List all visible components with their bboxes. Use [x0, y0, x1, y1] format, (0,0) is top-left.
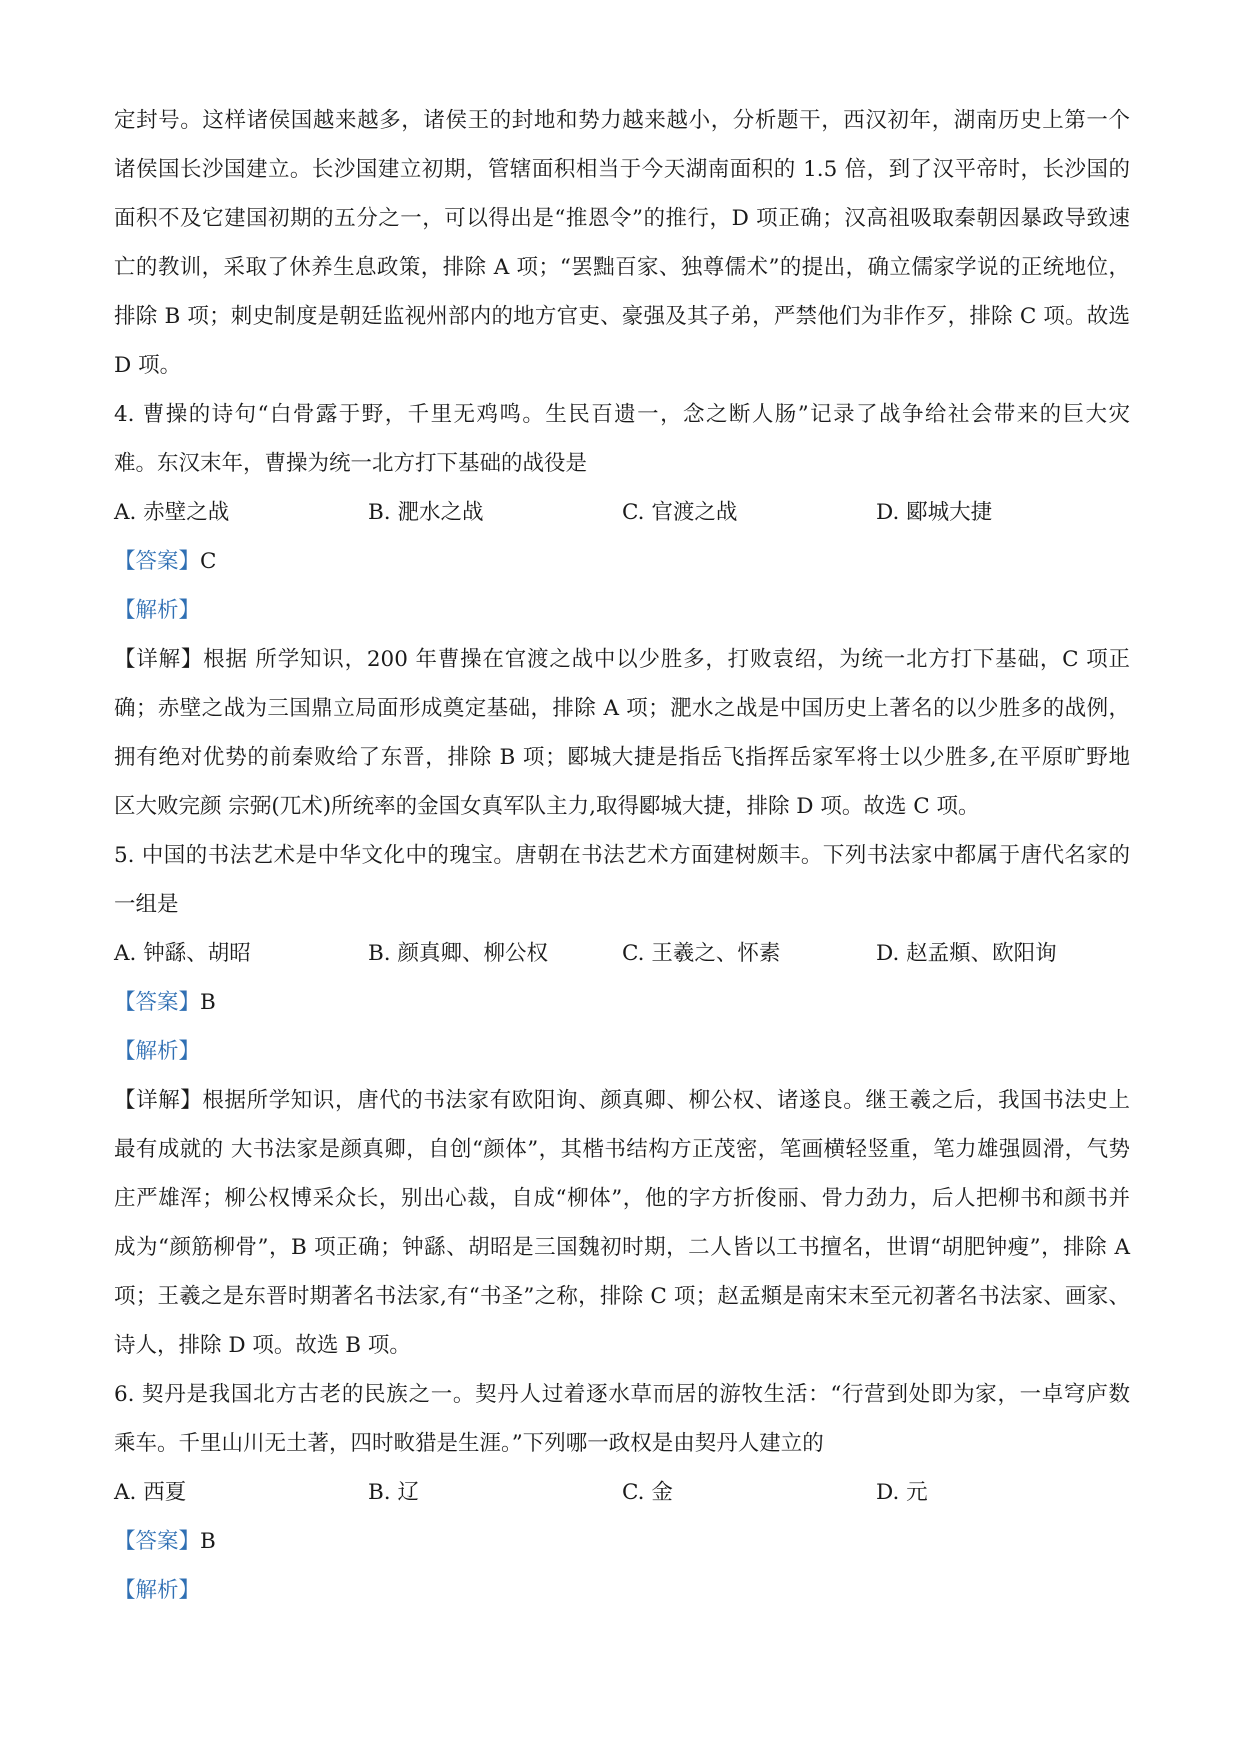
text-line: 4. 曹操的诗句“白骨露于野，千里无鸡鸣。生民百遗一，念之断人肠”记录了战争给社会带来的巨大灾: [114, 402, 1130, 427]
text-line: 亡的教训，采取了休养生息政策，排除 A 项；“罢黜百家、独尊儒术”的提出，确立儒家学说的正统地位，: [114, 255, 1130, 280]
text-line: 定封号。这样诸侯国越来越多，诸侯王的封地和势力越来越小，分析题干，西汉初年，湖南历史上第一个: [114, 108, 1130, 133]
option-a: A. 钟繇、胡昭: [114, 941, 251, 966]
option-d: D. 郾城大捷: [876, 500, 993, 525]
answer-value: B: [200, 1529, 216, 1554]
text-line: 一组是: [114, 892, 179, 917]
text-line: 面积不及它建国初期的五分之一，可以得出是“推恩令”的推行，D 项正确；汉高祖吸取秦朝因暴政导致速: [114, 206, 1130, 231]
option-d: D. 元: [876, 1480, 928, 1505]
option-b: B. 淝水之战: [368, 500, 484, 525]
text-line: 最有成就的 大书法家是颜真卿，自创“颜体”，其楷书结构方正茂密，笔画横轻竖重，笔力雄强圆滑，气势: [114, 1137, 1130, 1162]
text-line: 【详解】根据所学知识，唐代的书法家有欧阳询、颜真卿、柳公权、诸遂良。继王羲之后，我国书法史上: [114, 1088, 1130, 1113]
option-c: C. 金: [622, 1480, 673, 1505]
text-line: 庄严雄浑；柳公权博采众长，别出心裁，自成“柳体”，他的字方折俊丽、骨力劲力，后人把柳书和颜书并: [114, 1186, 1130, 1211]
text-line: 诗人，排除 D 项。故选 B 项。: [114, 1333, 411, 1358]
option-a: A. 赤壁之战: [114, 500, 230, 525]
text-line: 拥有绝对优势的前秦败给了东晋，排除 B 项；郾城大捷是指岳飞指挥岳家军将士以少胜多,在平原旷野地: [114, 745, 1130, 770]
document-page: [114, 96, 1130, 1615]
text-line: 排除 B 项；刺史制度是朝廷监视州部内的地方官吏、豪强及其子弟，严禁他们为非作歹，排除 C 项。故选: [114, 304, 1130, 329]
option-c: C. 官渡之战: [622, 500, 738, 525]
answer-line: [114, 537, 1130, 586]
paragraph: [114, 390, 1130, 488]
text-line: 成为“颜筋柳骨”，B 项正确；钟繇、胡昭是三国魏初时期，二人皆以工书擅名，世谓“胡肥钟瘦”，排除 A: [114, 1235, 1130, 1260]
option-c: C. 王羲之、怀素: [622, 941, 781, 966]
paragraph: [114, 96, 1130, 390]
option-a: A. 西夏: [114, 1480, 187, 1505]
option-b: B. 颜真卿、柳公权: [368, 941, 548, 966]
answer-value: B: [200, 990, 216, 1015]
paragraph: [114, 831, 1130, 929]
text-line: 区大败完颜 宗弼(兀术)所统率的金国女真军队主力,取得郾城大捷，排除 D 项。故选 C 项。: [114, 794, 980, 819]
analysis-line: [114, 1027, 1130, 1076]
answer-line: [114, 1517, 1130, 1566]
text-line: 确；赤壁之战为三国鼎立局面形成奠定基础，排除 A 项；淝水之战是中国历史上著名的以少胜多的战例，: [114, 696, 1130, 721]
text-line: 【详解】根据 所学知识，200 年曹操在官渡之战中以少胜多，打败袁绍，为统一北方打下基础，C 项正: [114, 647, 1130, 672]
paragraph: [114, 1076, 1130, 1370]
text-line: D 项。: [114, 353, 182, 378]
analysis-line: [114, 586, 1130, 635]
text-line: 诸侯国长沙国建立。长沙国建立初期，管辖面积相当于今天湖南面积的 1.5 倍，到了汉平帝时，长沙国的: [114, 157, 1130, 182]
text-line: 项；王羲之是东晋时期著名书法家,有“书圣”之称，排除 C 项；赵孟頫是南宋末至元初著名书法家、画家、: [114, 1284, 1130, 1309]
option-d: D. 赵孟頫、欧阳询: [876, 941, 1057, 966]
section-tag: 【答案】: [114, 990, 201, 1015]
text-line: 难。东汉末年，曹操为统一北方打下基础的战役是: [114, 451, 588, 476]
answer-options: [114, 488, 1130, 537]
answer-value: C: [200, 549, 217, 574]
section-tag: 【解析】: [114, 1578, 201, 1603]
paragraph: [114, 635, 1130, 831]
text-line: 6. 契丹是我国北方古老的民族之一。契丹人过着逐水草而居的游牧生活：“行营到处即为家，一卓穹庐数: [114, 1382, 1130, 1407]
answer-line: [114, 978, 1130, 1027]
section-tag: 【答案】: [114, 1529, 201, 1554]
text-line: 5. 中国的书法艺术是中华文化中的瑰宝。唐朝在书法艺术方面建树颇丰。下列书法家中都属于唐代名家的: [114, 843, 1130, 868]
section-tag: 【解析】: [114, 1039, 201, 1064]
text-line: 乘车。千里山川无土著，四时畋猎是生涯。”下列哪一政权是由契丹人建立的: [114, 1431, 824, 1456]
paragraph: [114, 1370, 1130, 1468]
section-tag: 【解析】: [114, 598, 201, 623]
answer-options: [114, 1468, 1130, 1517]
analysis-line: [114, 1566, 1130, 1615]
answer-options: [114, 929, 1130, 978]
option-b: B. 辽: [368, 1480, 419, 1505]
section-tag: 【答案】: [114, 549, 201, 574]
